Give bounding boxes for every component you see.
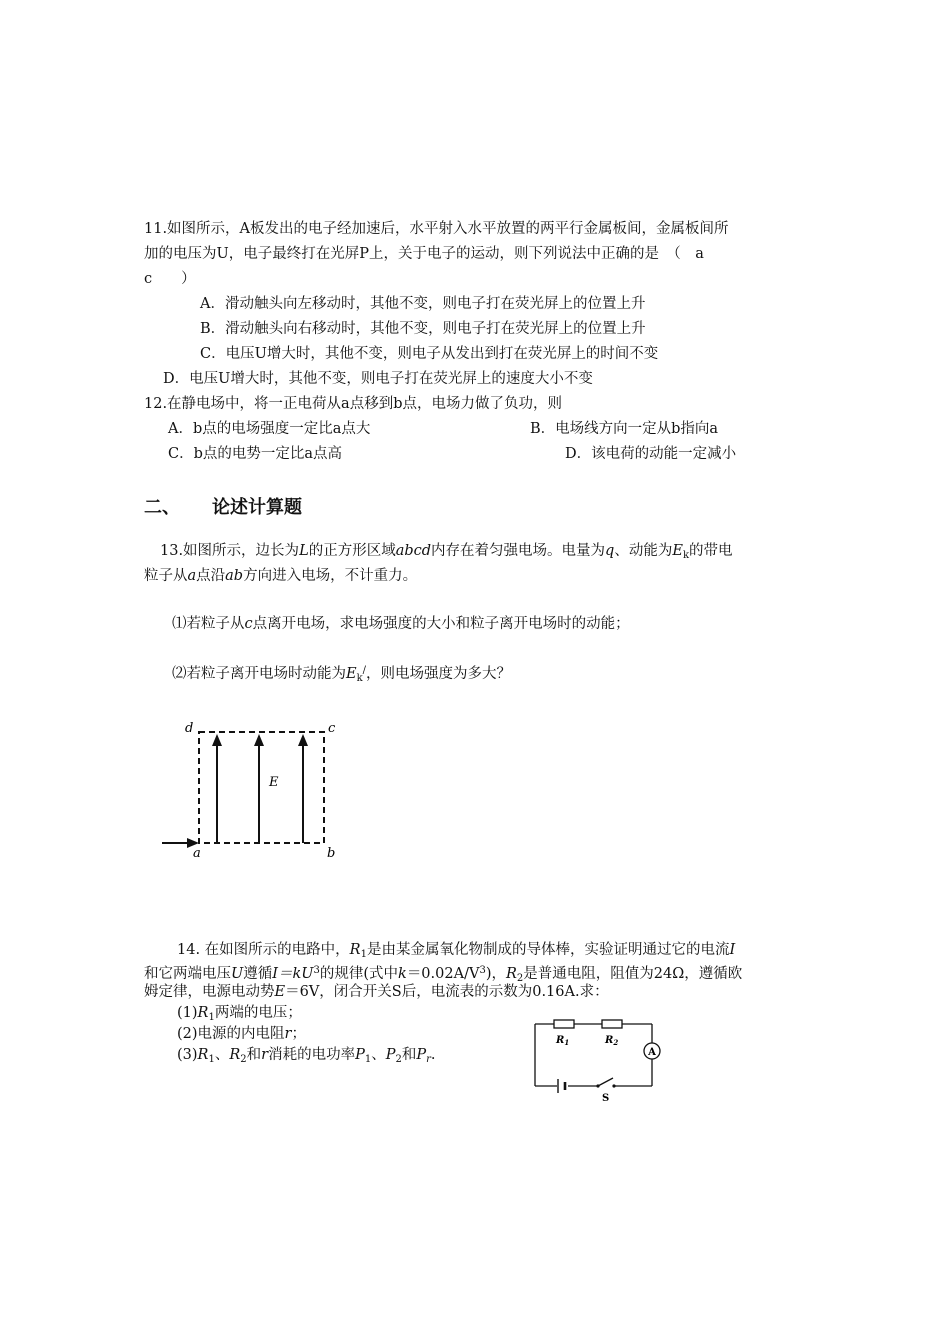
switch-s	[596, 1078, 615, 1088]
label-c: c	[328, 721, 336, 736]
q12-option-b: B．电场线方向一定从b指向a	[530, 421, 719, 437]
q11-option-c: C．电压U增大时，其他不变，则电子从发出到打在荧光屏上的时间不变	[200, 346, 659, 362]
label-r2: $R_2$	[605, 1035, 619, 1047]
q13-stem-line1: 13.如图所示，边长为L的正方形区域abcd内存在着匀强电场。电量为q、动能为$E_k$的带电	[160, 543, 733, 561]
q12-option-d: D．该电荷的动能一定减小	[565, 446, 737, 462]
q13-part1: ⑴若粒子从c点离开电场，求电场强度的大小和粒子离开电场时的动能；	[172, 616, 630, 632]
label-d: d	[185, 721, 194, 736]
field-line	[212, 734, 222, 843]
q11-option-d: D．电压U增大时，其他不变，则电子打在荧光屏上的速度大小不变	[163, 371, 593, 387]
circuit-diagram	[528, 1015, 668, 1105]
label-a: a	[193, 846, 201, 861]
label-r1: $R_1$	[556, 1035, 570, 1047]
field-line	[298, 734, 308, 843]
q11-stem-line1: 11.如图所示，A板发出的电子经加速后，水平射入水平放置的两平行金属板间，金属板间所	[144, 221, 729, 237]
q14-part1: $(1)R_1$两端的电压；	[177, 1005, 302, 1023]
field-line	[254, 734, 264, 843]
q14-stem-line2: 和它两端电压U遵循$I=kU^3$的规律(式中$k=0.02A/V^3$)，$R_2$是普通电阻，阻值为24Ω，遵循欧	[144, 965, 743, 984]
q12-option-c: C．b点的电势一定比a点高	[168, 446, 343, 462]
q12-option-a: A．b点的电场强度一定比a点大	[168, 421, 371, 437]
q13-stem-line2: 粒子从a点沿ab方向进入电场，不计重力。	[144, 568, 418, 584]
q11-option-a: A．滑动触头向左移动时，其他不变，则电子打在荧光屏上的位置上升	[200, 296, 646, 312]
q12-stem: 12.在静电场中，将一正电荷从a点移到b点，电场力做了负功，则	[144, 396, 562, 412]
q11-stem-line3: c ）	[144, 271, 196, 287]
q11-stem-line2: 加的电压为U，电子最终打在光屏P上，关于电子的运动，则下列说法中正确的是 （ a	[144, 246, 704, 262]
q13-part2: ⑵若粒子离开电场时动能为$E_k^/$，则电场强度为多大？	[172, 665, 512, 684]
label-field-e: E	[269, 775, 279, 790]
q14-part3: $(3)R_1$、$R_2$和r消耗的电功率$P_1$、$P_2$和$P_r$.	[177, 1047, 436, 1065]
q14-part2: (2)电源的内电阻r；	[177, 1026, 306, 1042]
circuit-wires	[535, 1024, 652, 1086]
resistor-r1	[554, 1020, 574, 1028]
resistor-r2	[602, 1020, 622, 1028]
q14-stem-line3: 姆定律，电源电动势E＝6V，闭合开关S后，电流表的示数为0.16A.求：	[144, 984, 609, 1000]
label-b: b	[327, 846, 336, 861]
section-title: 论述计算题	[212, 497, 302, 518]
ammeter-label: A	[648, 1047, 656, 1058]
q11-option-b: B．滑动触头向右移动时，其他不变，则电子打在荧光屏上的位置上升	[200, 321, 646, 337]
battery	[558, 1079, 565, 1093]
switch-label: S	[602, 1093, 610, 1104]
field-square-diagram	[155, 712, 345, 862]
q14-stem-line1: 14. 在如图所示的电路中，$R_1$是由某金属氧化物制成的导体棒，实验证明通过它的电流I	[177, 942, 736, 960]
section-number: 二、	[144, 497, 180, 518]
